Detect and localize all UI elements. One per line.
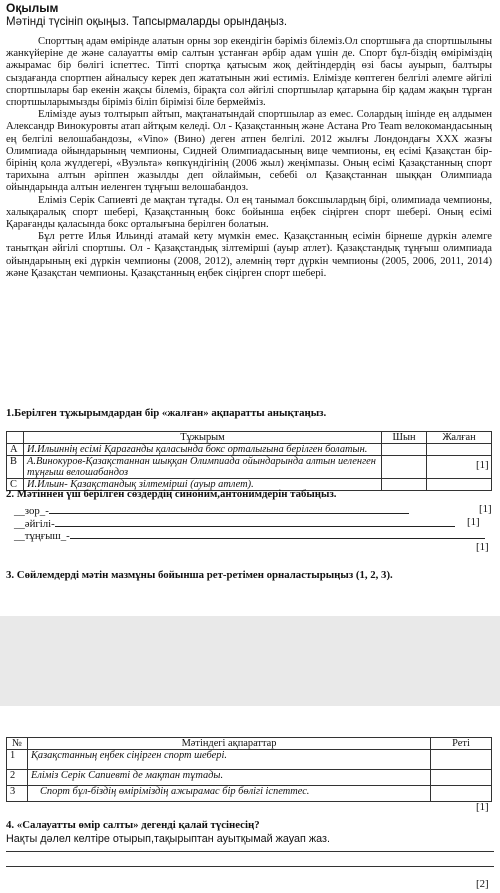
answer-line[interactable]	[55, 516, 455, 527]
true-cell[interactable]	[382, 456, 427, 479]
row-number: 2	[7, 770, 28, 786]
order-cell[interactable]	[431, 770, 492, 786]
section-title: Оқылым	[6, 1, 59, 15]
statement: И.Ильин- Қазақстандық зілтемірші (ауыр атлет).	[24, 479, 382, 491]
q1-table	[6, 431, 492, 491]
q4-mark: [2]	[476, 878, 489, 890]
true-cell[interactable]	[382, 479, 427, 491]
col-header: Тұжырым	[24, 432, 382, 444]
col-header: Шын	[382, 432, 427, 444]
synonym-row	[14, 503, 409, 517]
header	[6, 2, 287, 29]
order-cell[interactable]	[431, 750, 492, 770]
answer-line[interactable]	[70, 528, 485, 539]
true-cell[interactable]	[382, 444, 427, 456]
mark: [1]	[467, 516, 480, 528]
q1-mark: [1]	[476, 459, 489, 471]
q4-subtitle: Нақты дәлел келтіре отырып,тақырыптан ауытқымай жауап жаз.	[6, 833, 330, 845]
word: __әйгілі-	[14, 518, 55, 530]
word: __зор_-	[14, 505, 49, 517]
synonym-row	[14, 528, 485, 542]
row-number: 3	[7, 786, 28, 802]
paragraph-3: Еліміз Серік Сапиевті де мақтан тұтады. Ол ең танымал боксшылардың бірі, олимпиада чемпионы, халықаралық спорт шебері, Қазақстанның бокс бойынша еңбек сіңірген спорт шебері. Оның есімі Қарағанды қаласында бокс орталығына берілген болатын.	[6, 194, 492, 231]
instruction: Мәтінді түсініп оқыңыз. Тапсырмаларды орындаңыз.	[6, 16, 288, 28]
row-letter: C	[7, 479, 24, 491]
table-row	[7, 432, 492, 444]
row-letter: A	[7, 444, 24, 456]
answer-line[interactable]	[6, 851, 494, 852]
gray-band	[0, 616, 500, 706]
reading-text	[6, 36, 492, 280]
false-cell[interactable]	[427, 479, 492, 491]
mark: [1]	[476, 541, 489, 553]
statement: Спорт бұл-біздің өміріміздің ажырамас бір бөлігі іспеттес.	[28, 786, 431, 802]
q1-title: 1.Берілген тұжырымдардан бір «жалған» ақпаратты анықтаңыз.	[6, 407, 327, 419]
q3-table	[6, 737, 492, 802]
q4-title: 4. «Салауатты өмір салты» дегенді қалай түсінесің?	[6, 819, 260, 831]
table-row	[7, 770, 492, 786]
paragraph-4: Бұл ретте Илья Ильинді атамай кету мүмкін емес. Қазақстанның есімін бірнеше дүркін әлемге танытқан әйгілі спортшы. Ол - Қазақстандық зілтемірші (ауыр атлет). Қазақстандық тұңғыш олимпиада ойындарының екі дүркін чемпионы (2008, 2012), әлемнің төрт дүркін чемпионы (2005, 2006, 2011, 2014) және Қазақстан чемпионы. Қазақстанның еңбек сіңірген спорт шебері.	[6, 231, 492, 279]
table-row	[7, 786, 492, 802]
statement: Қазақстанның еңбек сіңірген спорт шебері.	[28, 750, 431, 770]
q3-mark: [1]	[476, 801, 489, 813]
answer-line[interactable]	[49, 503, 409, 514]
answer-line[interactable]	[6, 866, 494, 867]
col-header: Мәтіндегі ақпараттар	[28, 738, 431, 750]
mark: [1]	[479, 503, 492, 515]
statement: Еліміз Серік Сапиевті де мақтан тұтады.	[28, 770, 431, 786]
col-header: №	[7, 738, 28, 750]
false-cell[interactable]	[427, 444, 492, 456]
q2-title: 2. Мәтіннен үш берілген сөздердің синоним,антонимдерін табыңыз.	[6, 488, 337, 500]
q3-title: 3. Сөйлемдерді мәтін мазмұны бойынша рет-ретімен орналастырыңыз (1, 2, 3).	[6, 569, 393, 581]
table-row	[7, 456, 492, 479]
order-cell[interactable]	[431, 786, 492, 802]
statement: А.Винокуров-Қазақстаннан шыққан Олимпиада ойындарында алтын иеленген тұңғыш велошабандоз	[24, 456, 382, 479]
col-header: Реті	[431, 738, 492, 750]
table-row	[7, 738, 492, 750]
row-number: 1	[7, 750, 28, 770]
table-row	[7, 444, 492, 456]
paragraph-1: Спорттың адам өмірінде алатын орны зор екендігін бәріміз білеміз.Ол спортшыға да спортшылыны жанкүйеріне де және салауатты өмір салтын ұстанған әрбір адам үшін де. Спорт бұл-біздің өміріміздің ажырамас бір бөлігі іспеттес. Тіпті спортқа қатысым жоқ дейтіндердің өзі басы ауырып, балтыры сыздағанда спортпен айналысу керек деп жататынын жиі естиміз. Елімізде көптеген белгілі әлемге әйгілі спортшылары бар екенін жақсы білеміз, бірақта сол әйгілі спортшылар қатарына бір қадам жақын тұрған спортшыларымызды біріміз біліп бірімізі біле бермейміз.	[6, 36, 492, 109]
col-header: Жалған	[427, 432, 492, 444]
row-letter: B	[7, 456, 24, 479]
table-row	[7, 750, 492, 770]
statement: И.Ильиннің есімі Қарағанды қаласында бокс орталығына берілген болатын.	[24, 444, 382, 456]
word: __тұңғыш_-	[14, 530, 70, 542]
paragraph-2: Елімізде ауыз толтырып айтып, мақтанатындай спортшылар аз емес. Солардың ішінде ең алдымен Александр Винокуровты атап айтқым келеді. Ол - Қазақстанның және Астана Pro Team велокомандасының ең белгілі велошабандозы, «Vino» (Вино) деген атпен белгілі. 2012 жылғы Лондондағы ХХХ жазғы Олимпиада ойындарының чемпионы, Сидней Олимпиадасының вице чемпионы, ең есімі Қазақстан бір-бірінің қола жүлдегері, «Вуэльта» көпкүндігінің (2006 жыл) жеңімпазы. Оның есімі Қазақстанның спорт тарихына алтын әріппен жазылды деп ойлаймын, себебі ол Қазақстаннан шыққан Олимпиада ойындарында алтын иеленген тұңғыш велошабандоз.	[6, 109, 492, 194]
